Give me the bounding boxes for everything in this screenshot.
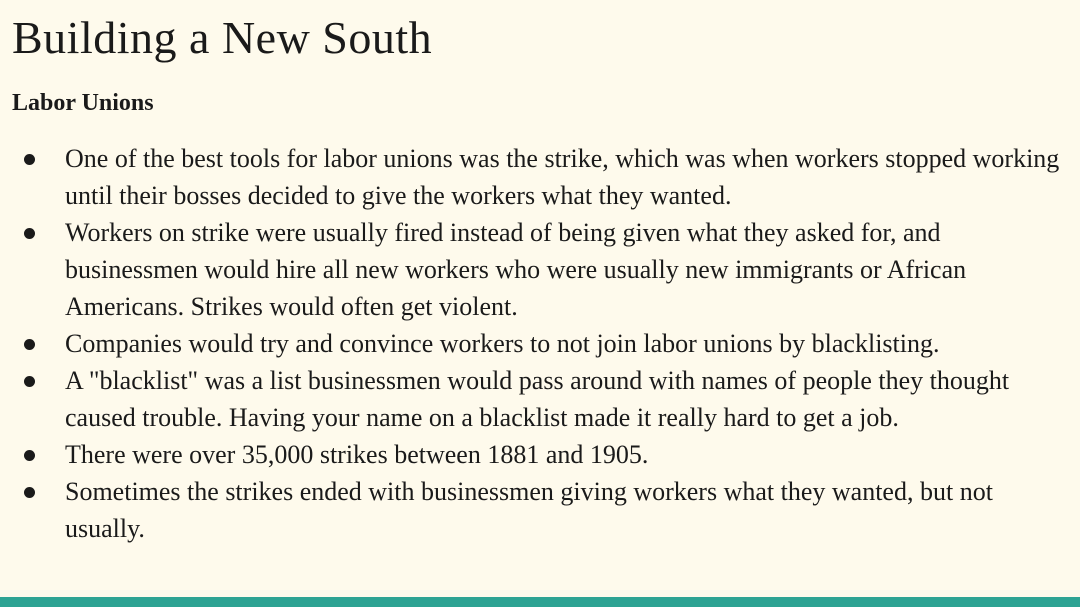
bullet-icon bbox=[24, 154, 35, 165]
bullet-text: Sometimes the strikes ended with businessmen giving workers what they wanted, but not usually. bbox=[65, 477, 993, 543]
bullet-icon bbox=[24, 450, 35, 461]
bullet-text: A "blacklist" was a list businessmen would pass around with names of people they thought caused trouble. Having your name on a blacklist made it really hard to get a job. bbox=[65, 366, 1010, 432]
bullet-item bbox=[0, 140, 1080, 214]
footer-accent-bar bbox=[0, 597, 1080, 607]
bullet-icon bbox=[24, 487, 35, 498]
bullet-item bbox=[0, 325, 1080, 362]
bullet-item bbox=[0, 214, 1080, 325]
slide-title: Building a New South bbox=[12, 12, 433, 63]
bullet-text: Companies would try and convince workers to not join labor unions by blacklisting. bbox=[65, 329, 940, 358]
slide-subtitle: Labor Unions bbox=[12, 90, 154, 116]
bullet-list bbox=[0, 140, 1080, 547]
bullet-item bbox=[0, 436, 1080, 473]
bullet-icon bbox=[24, 376, 35, 387]
bullet-item bbox=[0, 362, 1080, 436]
bullet-text: There were over 35,000 strikes between 1881 and 1905. bbox=[65, 440, 649, 469]
bullet-item bbox=[0, 473, 1080, 547]
bullet-text: One of the best tools for labor unions was the strike, which was when workers stopped working until their bosses decided to give the workers what they wanted. bbox=[65, 144, 1060, 210]
bullet-icon bbox=[24, 339, 35, 350]
bullet-text: Workers on strike were usually fired instead of being given what they asked for, and businessmen would hire all new workers who were usually new immigrants or African Americans. Strikes would often get violent. bbox=[65, 218, 967, 321]
bullet-icon bbox=[24, 228, 35, 239]
